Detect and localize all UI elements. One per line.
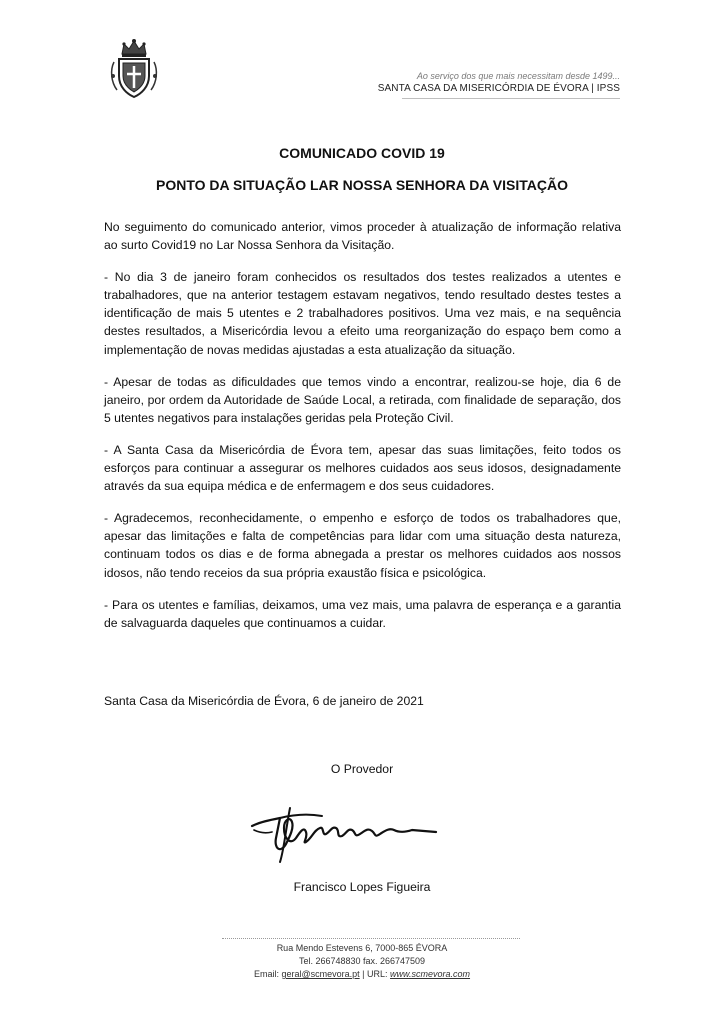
footer-contacts: [0, 968, 724, 981]
paragraph: - Apesar de todas as dificuldades que temos vindo a encontrar, realizou-se hoje, dia 6 de janeiro, por ordem da Autoridade de Saúde Local, a retirada, com finalidade de separação, dos 5 utentes negativos para instalações geridas pela Proteção Civil.: [104, 374, 621, 425]
paragraph: - No dia 3 de janeiro foram conhecidos os resultados dos testes realizados a utentes e trabalhadores, que na anterior testagem estavam negativos, tendo resultado destes testes a identificação de mais 5 utentes e 2 trabalhadores positivos. Uma vez mais, e na sequência destes resultados, a Misericórdia levou a efeito uma reorganização do espaço bem como a implementação de novas medidas ajustadas a esta atualização da situação.: [104, 270, 621, 357]
header-divider: [402, 98, 620, 99]
url-separator: | URL:: [359, 969, 391, 979]
paragraph: - A Santa Casa da Misericórdia de Évora tem, apesar das suas limitações, feito todos os esforços para continuar a assegurar os melhores cuidados aos seus idosos, designadamente através da sua equipa médica e de enfermagem e dos seus cuidadores.: [104, 442, 621, 494]
website-link[interactable]: www.scmevora.com: [390, 969, 471, 979]
handwritten-signature: [250, 798, 440, 864]
footer-phone: Tel. 266748830 fax. 266747509: [298, 956, 426, 966]
signer-name: Francisco Lopes Figueira: [293, 880, 431, 894]
email-link[interactable]: geral@scmevora.pt: [281, 969, 360, 979]
footer-address: Rua Mendo Estevens 6, 7000-865 ÉVORA: [276, 943, 448, 953]
crowned-crest-icon: [108, 38, 160, 100]
letterhead: [378, 70, 620, 96]
footer: [0, 942, 724, 981]
footer-divider: [222, 938, 520, 939]
signoff-title: O Provedor: [330, 762, 394, 776]
tagline: Ao serviço dos que mais necessitam desde 1499...: [416, 71, 620, 81]
paragraph: - Para os utentes e famílias, deixamos, uma vez mais, uma palavra de esperança e a garantia de salvaguarda daqueles que continuamos a cuidar.: [104, 597, 621, 630]
email-label: Email:: [253, 969, 282, 979]
document-title: COMUNICADO COVID 19: [279, 145, 445, 161]
document-subtitle: PONTO DA SITUAÇÃO LAR NOSSA SENHORA DA VISITAÇÃO: [156, 177, 568, 193]
organization-name: SANTA CASA DA MISERICÓRDIA DE ÉVORA | IPSS: [377, 83, 620, 94]
paragraph: No seguimento do comunicado anterior, vimos proceder à atualização de informação relativa ao surto Covid19 no Lar Nossa Senhora da Visitação.: [104, 220, 621, 253]
document-body: [104, 218, 621, 646]
paragraph: - Agradecemos, reconhecidamente, o empenho e esforço de todos os trabalhadores que, apesar das limitações e falta de competências para lidar com uma situação desta natureza, continuam todos os dias e de forma abnegada a prestar os melhores cuidados aos nossos idosos, não tendo receios da sua própria exaustão física e psicológica.: [104, 511, 621, 580]
place-and-date: Santa Casa da Misericórdia de Évora, 6 de janeiro de 2021: [104, 694, 424, 708]
